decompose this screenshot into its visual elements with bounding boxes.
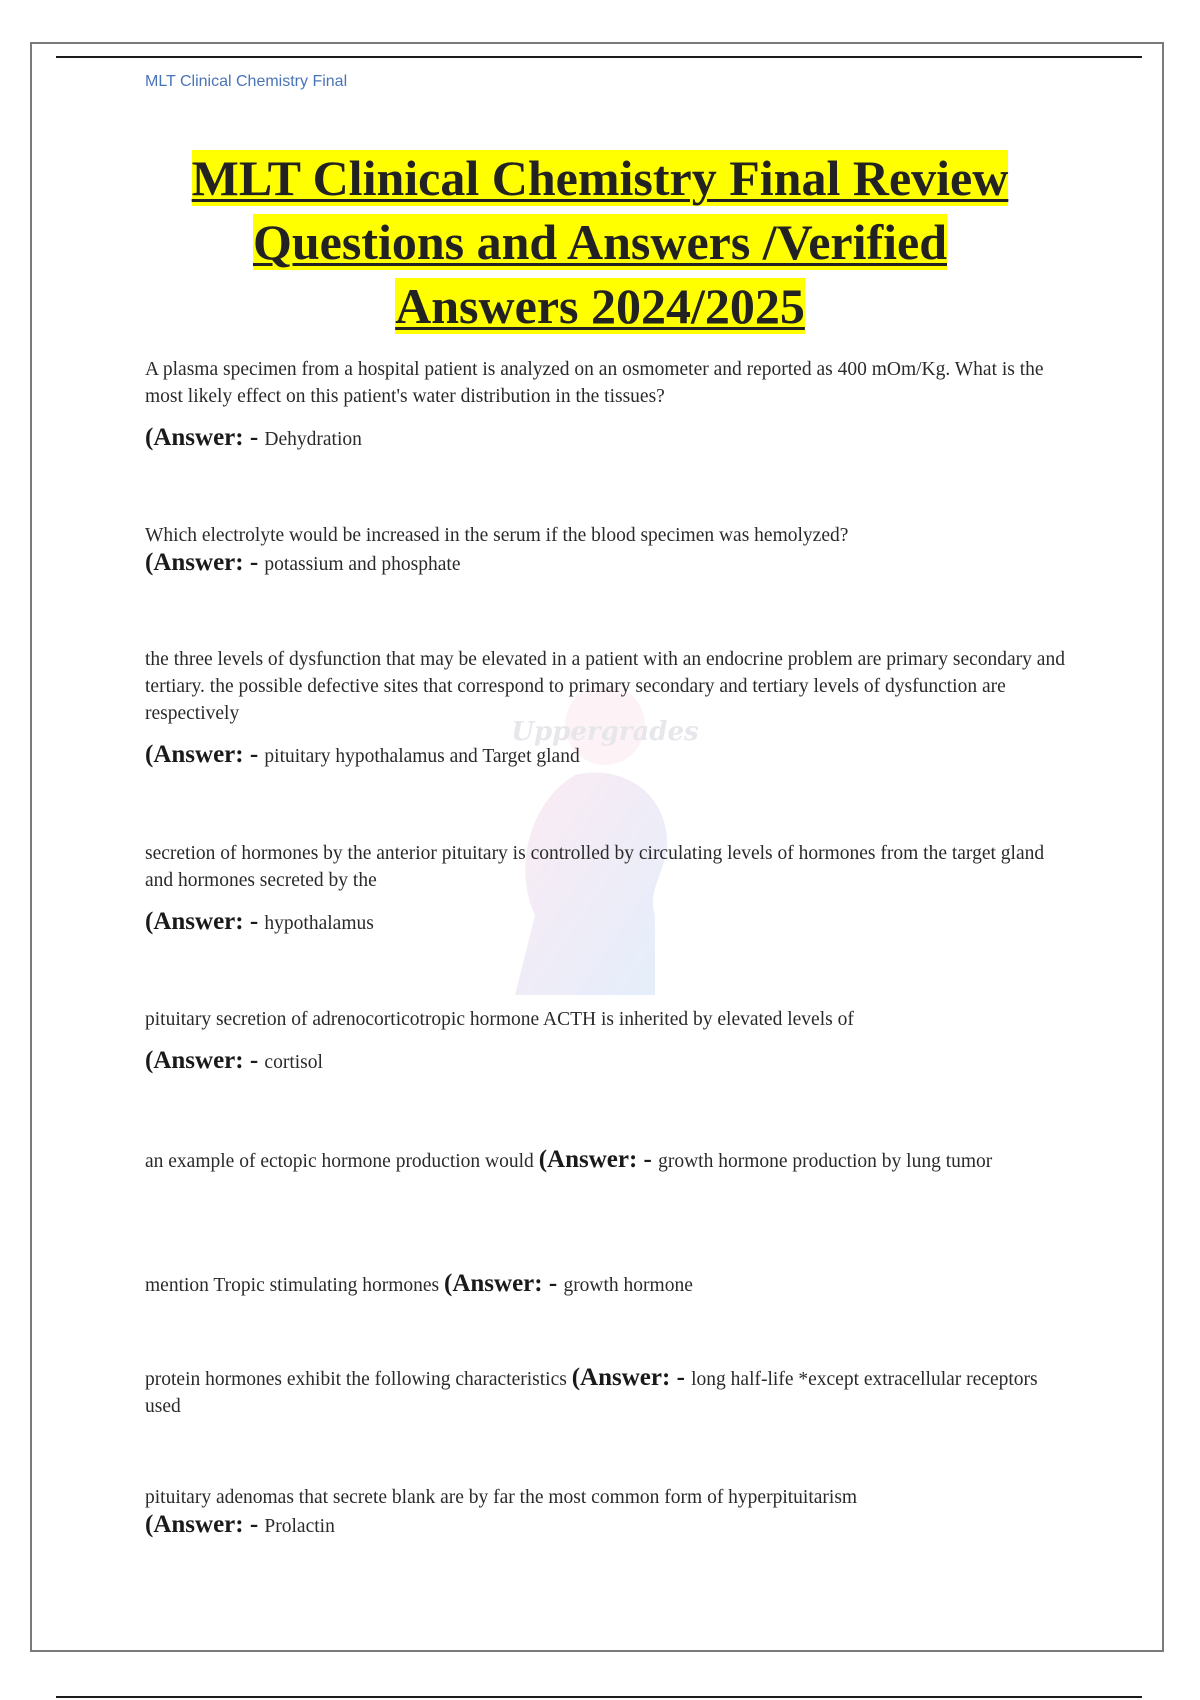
answer-label: (Answer: xyxy=(145,424,244,451)
answer-label: (Answer: xyxy=(145,549,244,576)
qa-item-3 xyxy=(145,646,1065,770)
answer: (Answer: - pituitary hypothalamus and Target gland xyxy=(145,741,580,768)
answer: (Answer: - Dehydration xyxy=(145,424,362,451)
qa-item-1 xyxy=(145,356,1065,453)
question-text: Which electrolyte would be increased in the serum if the blood specimen was hemolyzed? xyxy=(145,525,849,546)
svg-text:Uppergrades: Uppergrades xyxy=(511,717,699,747)
answer-label: (Answer: xyxy=(145,908,244,935)
question-text: the three levels of dysfunction that may be elevated in a patient with an endocrine problem are primary secondary and tertiary. the possible defective sites that correspond to primary secondary and tertiary levels of dysfunction are respectively xyxy=(145,649,1065,724)
qa-item-4 xyxy=(145,840,1065,937)
answer-label: (Answer: xyxy=(145,1047,244,1074)
qa-item-9 xyxy=(145,1484,1065,1540)
title-line-1: MLT Clinical Chemistry Final Review xyxy=(191,150,1009,206)
document-title xyxy=(120,146,1080,338)
answer-text: growth hormone xyxy=(563,1275,693,1296)
answer-text: cortisol xyxy=(264,1052,323,1073)
question-text: A plasma specimen from a hospital patient is analyzed on an osmometer and reported as 400 mOm/Kg. What is the most likely effect on this patient's water distribution in the tissues? xyxy=(145,359,1044,407)
answer: (Answer: - cortisol xyxy=(145,1047,323,1074)
answer: (Answer: - Prolactin xyxy=(145,1511,335,1538)
answer-label: (Answer: xyxy=(571,1364,671,1391)
question-text: an example of ectopic hormone production would xyxy=(145,1151,534,1172)
qa-item-2 xyxy=(145,522,1065,578)
answer-text: pituitary hypothalamus and Target gland xyxy=(264,746,580,767)
answer: (Answer: - growth hormone production by lung tumor xyxy=(538,1146,993,1173)
qa-item-5 xyxy=(145,1006,1065,1076)
answer: (Answer: - potassium and phosphate xyxy=(145,549,461,576)
answer-label: (Answer: xyxy=(538,1146,638,1173)
answer-text: growth hormone production by lung tumor xyxy=(658,1151,993,1172)
answer-label: (Answer: xyxy=(444,1270,543,1297)
answer: (Answer: - growth hormone xyxy=(444,1270,693,1297)
question-text: pituitary secretion of adrenocorticotropic hormone ACTH is inherited by elevated levels of xyxy=(145,1009,854,1030)
answer-text: potassium and phosphate xyxy=(264,554,461,575)
answer-text: Prolactin xyxy=(264,1516,335,1537)
question-text: pituitary adenomas that secrete blank are by far the most common form of hyperpituitarism xyxy=(145,1487,858,1508)
qa-item-7 xyxy=(145,1270,1065,1299)
running-header: MLT Clinical Chemistry Final xyxy=(145,73,348,90)
qa-item-6 xyxy=(145,1146,1065,1175)
qa-item-8 xyxy=(145,1364,1065,1420)
question-text: mention Tropic stimulating hormones xyxy=(145,1275,440,1296)
answer-text: long half-life *except extracellular receptors used xyxy=(145,1369,1038,1417)
answer-text: Dehydration xyxy=(264,429,362,450)
answer-label: (Answer: xyxy=(145,741,244,768)
title-line-2: Questions and Answers /Verified xyxy=(252,214,948,270)
answer-text: hypothalamus xyxy=(264,913,374,934)
header-rule xyxy=(56,56,1142,58)
question-text: secretion of hormones by the anterior pituitary is controlled by circulating levels of hormones from the target gland and hormones secreted by the xyxy=(145,843,1045,891)
question-text: protein hormones exhibit the following characteristics xyxy=(145,1369,567,1390)
answer: (Answer: - hypothalamus xyxy=(145,908,374,935)
footer-rule xyxy=(56,1696,1142,1698)
answer: (Answer: - long half-life *except extracellular receptors used xyxy=(145,1364,1038,1417)
title-line-3: Answers 2024/2025 xyxy=(395,278,805,334)
answer-label: (Answer: xyxy=(145,1511,244,1538)
